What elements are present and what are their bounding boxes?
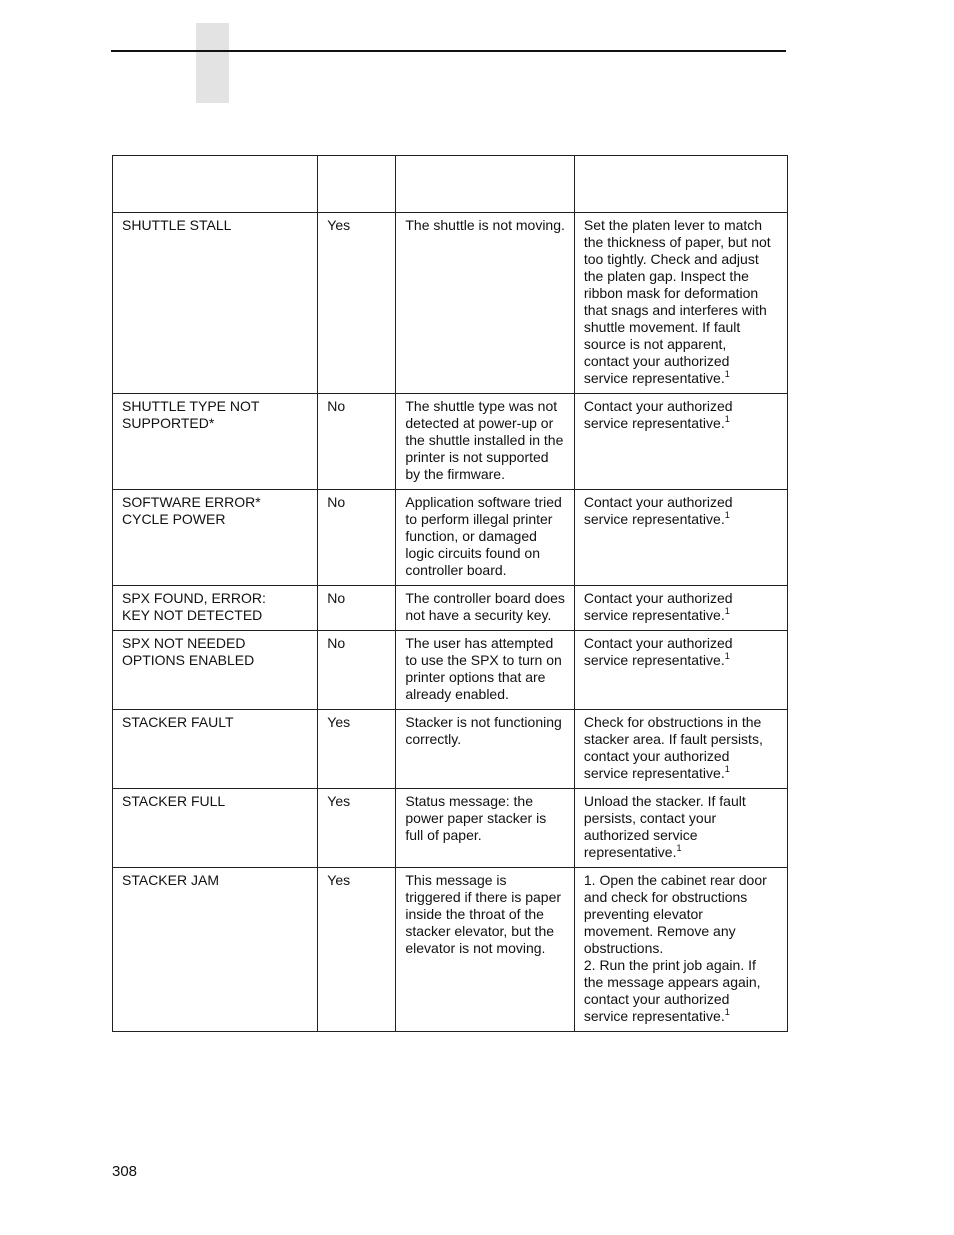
explanation-cell-line: function, or damaged: [405, 528, 537, 544]
explanation-cell: [396, 868, 575, 1032]
solution-cell: [574, 710, 787, 789]
solution-cell-line: preventing elevator: [583, 906, 703, 922]
solution-cell-line: Contact your authorized: [583, 398, 733, 414]
explanation-cell: [396, 789, 575, 868]
message-cell: [113, 490, 318, 586]
reset-cell-line: No: [327, 635, 346, 651]
explanation-cell-line: by the firmware.: [405, 466, 505, 482]
solution-text: service representative.: [583, 607, 725, 623]
explanation-cell-line: The shuttle type was not: [405, 398, 558, 414]
reset-cell-line: No: [327, 590, 346, 606]
footnote-marker: 1: [724, 651, 730, 661]
message-cell-line: STACKER FULL: [122, 793, 226, 809]
solution-cell: [574, 631, 787, 710]
table-row: [113, 789, 788, 868]
solution-cell-line: Set the platen lever to match: [583, 217, 763, 233]
solution-text: service representative.: [583, 765, 725, 781]
message-cell: [113, 710, 318, 789]
solution-cell: [574, 213, 787, 394]
solution-cell-line: Contact your authorized: [583, 590, 733, 606]
solution-cell-line: [584, 607, 779, 624]
reset-cell-line: No: [327, 494, 346, 510]
header-cell-explanation: [396, 156, 575, 213]
footnote-marker: 1: [724, 764, 730, 774]
solution-cell-line: that snags and interferes with: [583, 302, 767, 318]
solution-cell-line: contact your authorized: [583, 353, 730, 369]
solution-cell-line: Contact your authorized: [583, 635, 733, 651]
explanation-cell: [396, 490, 575, 586]
explanation-cell-line: printer options that are: [405, 669, 546, 685]
solution-cell-line: [584, 415, 779, 432]
solution-cell-line: Check for obstructions in the: [583, 714, 762, 730]
solution-text: service representative.: [583, 511, 725, 527]
reset-cell: [318, 490, 396, 586]
message-cell: [113, 394, 318, 490]
footnote-marker: 1: [724, 510, 730, 520]
explanation-cell-line: power paper stacker is: [405, 810, 547, 826]
solution-cell-line: contact your authorized: [583, 748, 730, 764]
footnote-marker: 1: [724, 414, 730, 424]
solution-cell: [574, 586, 787, 631]
message-cell: [113, 868, 318, 1032]
explanation-cell-line: elevator is not moving.: [405, 940, 546, 956]
message-cell-line: STACKER JAM: [122, 872, 219, 888]
reset-cell: [318, 710, 396, 789]
header-cell-reset: [318, 156, 396, 213]
explanation-cell: [396, 394, 575, 490]
explanation-cell-line: stacker elevator, but the: [405, 923, 555, 939]
reset-cell-line: Yes: [327, 872, 351, 888]
solution-cell: [574, 789, 787, 868]
solution-cell: [574, 394, 787, 490]
explanation-cell-line: inside the throat of the: [405, 906, 544, 922]
explanation-cell-line: logic circuits found on: [405, 545, 541, 561]
reset-cell: [318, 631, 396, 710]
explanation-cell: [396, 710, 575, 789]
solution-cell-line: too tightly. Check and adjust: [583, 251, 759, 267]
message-cell-line: SHUTTLE TYPE NOT: [122, 398, 260, 414]
explanation-cell-line: Application software tried: [405, 494, 562, 510]
explanation-cell-line: to use the SPX to turn on: [405, 652, 562, 668]
explanation-cell-line: to perform illegal printer: [405, 511, 553, 527]
explanation-cell-line: This message is: [405, 872, 507, 888]
header-cell-message: [113, 156, 318, 213]
message-cell-line: CYCLE POWER: [122, 511, 226, 527]
explanation-cell-line: Status message: the: [405, 793, 534, 809]
reset-cell: [318, 868, 396, 1032]
explanation-cell-line: correctly.: [405, 731, 462, 747]
solution-text: service representative.: [583, 415, 725, 431]
message-cell: [113, 213, 318, 394]
page-number: 308: [112, 1163, 138, 1180]
solution-cell-line: [584, 652, 779, 669]
solution-cell-line: Contact your authorized: [583, 494, 733, 510]
reset-cell: [318, 586, 396, 631]
explanation-cell-line: The shuttle is not moving.: [405, 217, 565, 233]
message-cell-line: SOFTWARE ERROR*: [122, 494, 261, 510]
table-row: [113, 490, 788, 586]
solution-cell-line: stacker area. If fault persists,: [583, 731, 763, 747]
solution-cell-line: Unload the stacker. If fault: [583, 793, 746, 809]
table-row: [113, 868, 788, 1032]
solution-cell-line: shuttle movement. If fault: [583, 319, 741, 335]
explanation-cell-line: printer is not supported: [405, 449, 549, 465]
solution-text: service representative.: [583, 1008, 725, 1024]
explanation-cell-line: triggered if there is paper: [405, 889, 562, 905]
solution-text: service representative.: [583, 652, 725, 668]
explanation-cell-line: not have a security key.: [405, 607, 552, 623]
solution-cell-line: authorized service: [583, 827, 698, 843]
header-rule: [111, 50, 786, 52]
explanation-cell-line: The controller board does: [405, 590, 565, 606]
solution-cell-line: contact your authorized: [583, 991, 730, 1007]
solution-cell-line: [584, 370, 779, 387]
chapter-tab-marker: [196, 23, 229, 103]
solution-text: representative.: [583, 844, 677, 860]
message-cell-line: SUPPORTED*: [122, 415, 215, 431]
message-cell-line: SHUTTLE STALL: [122, 217, 232, 233]
message-cell-line: SPX NOT NEEDED: [122, 635, 246, 651]
solution-cell-line: and check for obstructions: [583, 889, 748, 905]
reset-cell: [318, 394, 396, 490]
message-cell-line: STACKER FAULT: [122, 714, 234, 730]
table-row: [113, 394, 788, 490]
footnote-marker: 1: [724, 1007, 730, 1017]
solution-cell-line: the platen gap. Inspect the: [583, 268, 749, 284]
table-row: [113, 213, 788, 394]
message-cell-line: OPTIONS ENABLED: [122, 652, 255, 668]
reset-cell-line: Yes: [327, 714, 351, 730]
solution-cell-line: ribbon mask for deformation: [583, 285, 759, 301]
solution-cell-line: 2. Run the print job again. If: [583, 957, 756, 973]
reset-cell-line: Yes: [327, 793, 351, 809]
solution-cell-line: [584, 765, 779, 782]
message-cell: [113, 631, 318, 710]
reset-cell-line: No: [327, 398, 346, 414]
footnote-marker: 1: [724, 369, 730, 379]
solution-cell-line: movement. Remove any: [583, 923, 736, 939]
solution-cell-line: obstructions.: [583, 940, 664, 956]
explanation-cell-line: detected at power-up or: [405, 415, 554, 431]
explanation-cell-line: controller board.: [405, 562, 507, 578]
table-header-row: [113, 156, 788, 213]
solution-cell-line: [584, 511, 779, 528]
footnote-marker: 1: [676, 843, 682, 853]
explanation-cell-line: Stacker is not functioning: [405, 714, 562, 730]
reset-cell-line: Yes: [327, 217, 351, 233]
solution-cell-line: the message appears again,: [583, 974, 761, 990]
solution-cell-line: [584, 1008, 779, 1025]
solution-cell-line: 1. Open the cabinet rear door: [583, 872, 767, 888]
explanation-cell: [396, 586, 575, 631]
explanation-cell: [396, 213, 575, 394]
explanation-cell: [396, 631, 575, 710]
message-cell: [113, 789, 318, 868]
footnote-marker: 1: [724, 606, 730, 616]
table-body: [113, 156, 788, 1032]
message-cell-line: SPX FOUND, ERROR:: [122, 590, 266, 606]
table-row: [113, 631, 788, 710]
solution-cell: [574, 868, 787, 1032]
error-message-table: [112, 155, 788, 1032]
table-row: [113, 710, 788, 789]
solution-cell-line: source is not apparent,: [583, 336, 727, 352]
explanation-cell-line: The user has attempted: [405, 635, 554, 651]
solution-cell-line: the thickness of paper, but not: [583, 234, 771, 250]
solution-cell-line: persists, contact your: [583, 810, 717, 826]
reset-cell: [318, 213, 396, 394]
explanation-cell-line: already enabled.: [405, 686, 509, 702]
message-cell-line: KEY NOT DETECTED: [122, 607, 263, 623]
solution-text: service representative.: [583, 370, 725, 386]
explanation-cell-line: full of paper.: [405, 827, 482, 843]
explanation-cell-line: the shuttle installed in the: [405, 432, 564, 448]
solution-cell: [574, 490, 787, 586]
reset-cell: [318, 789, 396, 868]
header-cell-solution: [574, 156, 787, 213]
table-row: [113, 586, 788, 631]
solution-cell-line: [584, 844, 779, 861]
message-cell: [113, 586, 318, 631]
